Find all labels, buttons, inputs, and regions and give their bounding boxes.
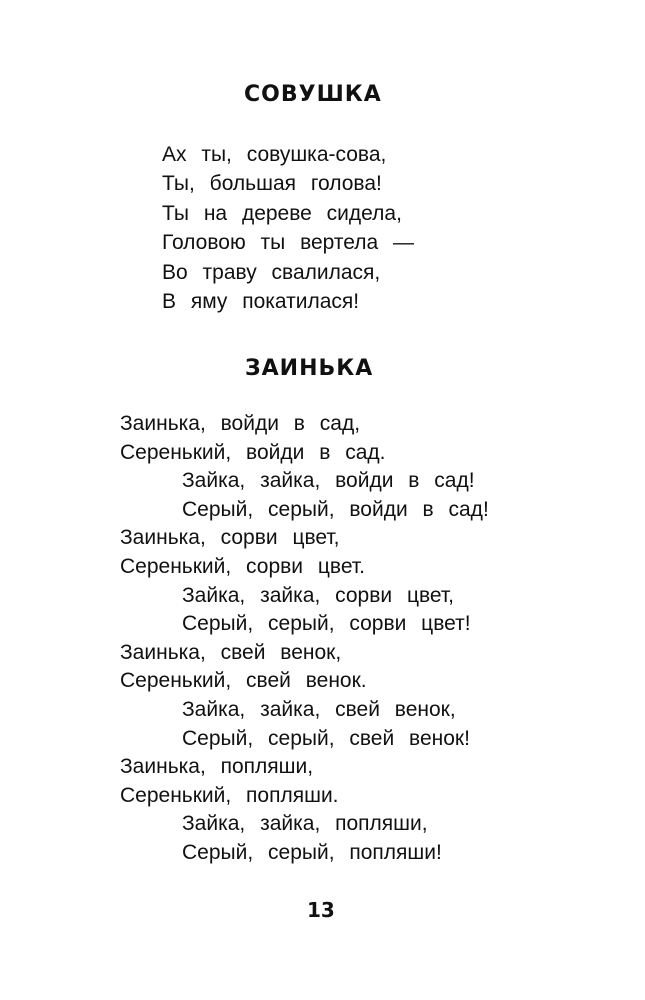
poem-line-indented: Серый, серый, свей венок!	[182, 726, 470, 750]
poem-line: Серенький, войди в сад.	[120, 440, 386, 464]
poem-line: Ты, большая голова!	[162, 172, 382, 196]
page-number: 13	[307, 898, 335, 922]
poem-line: Заинька, сорви цвет,	[120, 526, 340, 550]
poem-line-indented: Серый, серый, войди в сад!	[182, 497, 489, 521]
poem-line-indented: Зайка, зайка, сорви цвет,	[182, 583, 454, 607]
poem-line-indented: Зайка, зайка, войди в сад!	[182, 469, 475, 493]
poem-line: Ты на дереве сидела,	[162, 201, 402, 225]
poem-body-zainka	[120, 410, 489, 868]
poem-body-sovushka	[162, 140, 414, 316]
poem-line: В яму покатилася!	[162, 290, 360, 314]
poem-title-zainka: ЗАИНЬКА	[245, 356, 374, 381]
poem-line: Заинька, свей венок,	[120, 640, 342, 664]
poem-line: Головою ты вертела —	[162, 231, 415, 255]
poem-line: Серенький, свей венок.	[120, 669, 367, 693]
poem-line-indented: Серый, серый, сорви цвет!	[182, 612, 471, 636]
poem-line: Серенький, попляши.	[120, 783, 339, 807]
poem-line: Заинька, попляши,	[120, 755, 314, 779]
poem-line: Ах ты, совушка-сова,	[162, 143, 387, 166]
poem-line-indented: Серый, серый, попляши!	[182, 840, 442, 864]
poem-line: Серенький, сорви цвет.	[120, 554, 365, 578]
poem-line: Заинька, войди в сад,	[120, 412, 361, 435]
poem-title-sovushka: СОВУШКА	[244, 82, 382, 107]
poem-line-indented: Зайка, зайка, свей венок,	[182, 697, 456, 721]
poem-line-indented: Зайка, зайка, попляши,	[182, 812, 428, 836]
poem-line: Во траву свалилася,	[162, 260, 381, 284]
